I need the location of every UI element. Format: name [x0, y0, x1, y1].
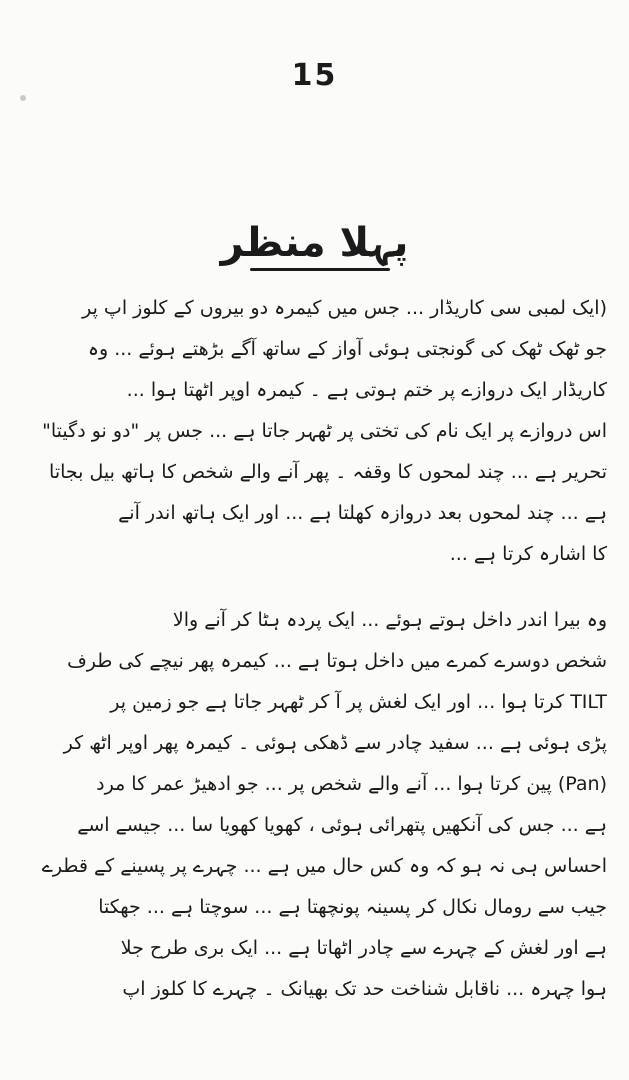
- heading-underline: [250, 268, 390, 271]
- paragraph-line: (ایک لمبی سی کاریڈار ... جس میں کیمرہ دو بیروں کے کلوز اپ پر: [82, 297, 607, 319]
- paper-speck: [20, 95, 26, 101]
- paragraph-line: جیب سے رومال نکال کر پسینہ پونچھتا ہے ... سوچتا ہے ... جھکتا: [98, 896, 607, 918]
- paragraph-line: تحریر ہے ... چند لمحوں کا وقفہ ۔ پھر آنے والے شخص کا ہاتھ بیل بجاتا: [49, 461, 607, 483]
- paragraph-line: جو ٹھک ٹھک کی گونجتی ہوئی آواز کے ساتھ آگے بڑھتے ہوئے ... وہ: [87, 338, 607, 360]
- paragraph-line: ہوا چہرہ ... ناقابل شناخت حد تک بھیانک ۔ چہرے کا کلوز اپ: [122, 978, 607, 1000]
- paragraph-line: وہ بیرا اندر داخل ہوتے ہوئے ... ایک پردہ ہٹا کر آنے والا: [172, 609, 607, 631]
- chapter-heading: پہلا منظر: [220, 220, 409, 266]
- paragraph-2: [22, 600, 607, 1010]
- page-number: 15: [291, 58, 338, 93]
- paragraph-line: شخص دوسرے کمرے میں داخل ہوتا ہے ... کیمرہ پھر نیچے کی طرف: [67, 650, 607, 672]
- paragraph-line: اس دروازے پر ایک نام کی تختی پر ٹھہر جاتا ہے ... جس پر "دو نو دگیتا": [42, 420, 607, 442]
- paragraph-line: (Pan) پین کرتا ہوا ... آنے والے شخص پر ... جو ادھیڑ عمر کا مرد: [96, 773, 607, 795]
- paragraph-line: ہے اور لغش کے چہرے سے چادر اٹھاتا ہے ... ایک بری طرح جلا: [120, 937, 607, 959]
- paragraph-1: [22, 288, 607, 575]
- paragraph-line: کاریڈار ایک دروازے پر ختم ہوتی ہے ۔ کیمرہ اوپر اٹھتا ہوا ...: [126, 379, 607, 401]
- paragraph-line: ہے ... چند لمحوں بعد دروازہ کھلتا ہے ... اور ایک ہاتھ اندر آنے: [118, 502, 607, 524]
- paragraph-line: کا اشارہ کرتا ہے ...: [449, 543, 607, 565]
- paragraph-line: ہے ... جس کی آنکھیں پتھرائی ہوئی ، کھویا کھویا سا ... جیسے اسے: [77, 814, 607, 836]
- paragraph-line: TILT کرتا ہوا ... اور ایک لغش پر آ کر ٹھہر جاتا ہے جو زمین پر: [110, 691, 607, 713]
- paragraph-line: احساس ہی نہ ہو کہ وہ کس حال میں ہے ... چہرے پر پسینے کے قطرے: [41, 855, 607, 877]
- paragraph-line: پڑی ہوئی ہے ... سفید چادر سے ڈھکی ہوئی ۔ کیمرہ پھر اوپر اٹھ کر: [63, 732, 607, 754]
